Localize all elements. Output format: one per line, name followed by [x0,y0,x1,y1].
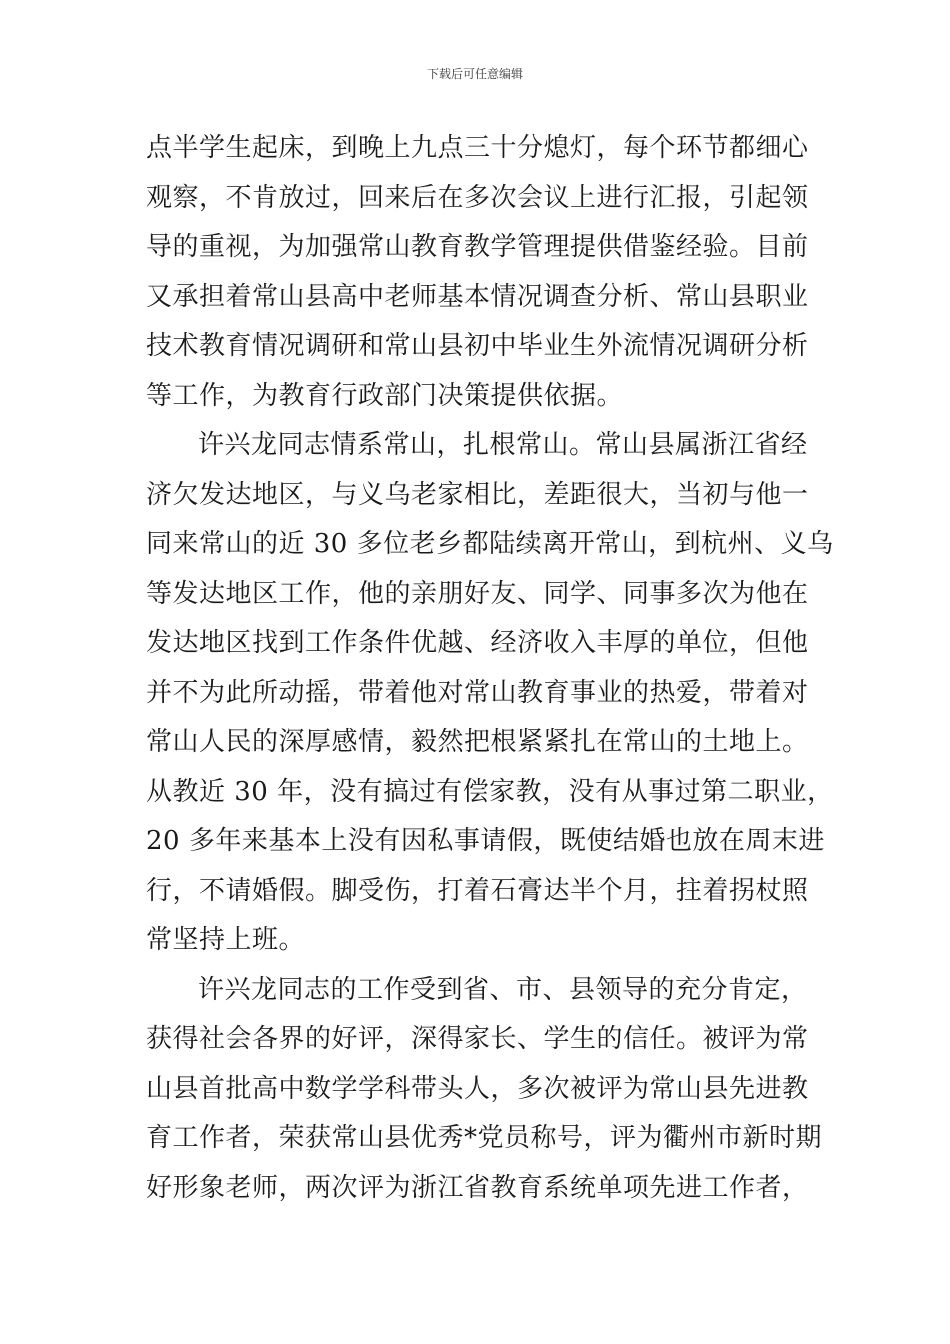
text-line: 常山人民的深厚感情，毅然把根紧紧扎在常山的土地上。 [146,727,809,757]
text-line: 同来常山的近 30 多位老乡都陆续离开常山，到杭州、义乌 [146,529,834,559]
text-line: 从教近 30 年，没有搞过有偿家教，没有从事过第二职业， [146,776,834,807]
paragraph-3 [146,966,823,1214]
text-line: 山县首批高中数学学科带头人，多次被评为常山县先进教 [146,1073,809,1104]
text-line: 技术教育情况调研和常山县初中毕业生外流情况调研分析 [146,331,809,361]
text-line: 点半学生起床，到晚上九点三十分熄灯，每个环节都细心 [146,133,809,163]
text-line: 济欠发达地区，与义乌老家相比，差距很大，当初与他一 [146,479,809,510]
text-line-indented: 许兴龙同志的工作受到省、市、县领导的充分肯定， [198,974,808,1005]
paragraph-1 [146,124,812,421]
document-body [146,124,834,1213]
text-line: 等发达地区工作，他的亲朋好友、同学、同事多次为他在 [146,578,809,609]
text-line: 好形象老师，两次评为浙江省教育系统单项先进工作者， [146,1172,809,1203]
text-line: 获得社会各界的好评，深得家长、学生的信任。被评为常 [146,1024,809,1054]
paragraph-2 [146,421,834,966]
page-header: 下载后可任意编辑 [426,67,523,81]
text-line-indented: 许兴龙同志情系常山，扎根常山。常山县属浙江省经 [198,430,808,460]
text-line: 导的重视，为加强常山教育教学管理提供借鉴经验。目前 [146,232,809,262]
text-line: 并不为此所动摇，带着他对常山教育事业的热爱，带着对 [146,677,809,708]
text-line: 又承担着常山县高中老师基本情况调查分析、常山县职业 [146,281,809,312]
text-line: 常坚持上班。 [146,925,306,955]
text-line: 育工作者，荣获常山县优秀*党员称号，评为衢州市新时期 [146,1123,823,1153]
text-line: 发达地区找到工作条件优越、经济收入丰厚的单位，但他 [146,628,809,658]
text-line: 观察，不肯放过，回来后在多次会议上进行汇报，引起领 [146,182,809,213]
text-line: 等工作，为教育行政部门决策提供依据。 [146,380,624,411]
text-line: 20 多年来基本上没有因私事请假，既使结婚也放在周末进 [146,826,825,856]
text-line: 行，不请婚假。脚受伤，打着石膏达半个月，拄着拐杖照 [146,875,809,906]
